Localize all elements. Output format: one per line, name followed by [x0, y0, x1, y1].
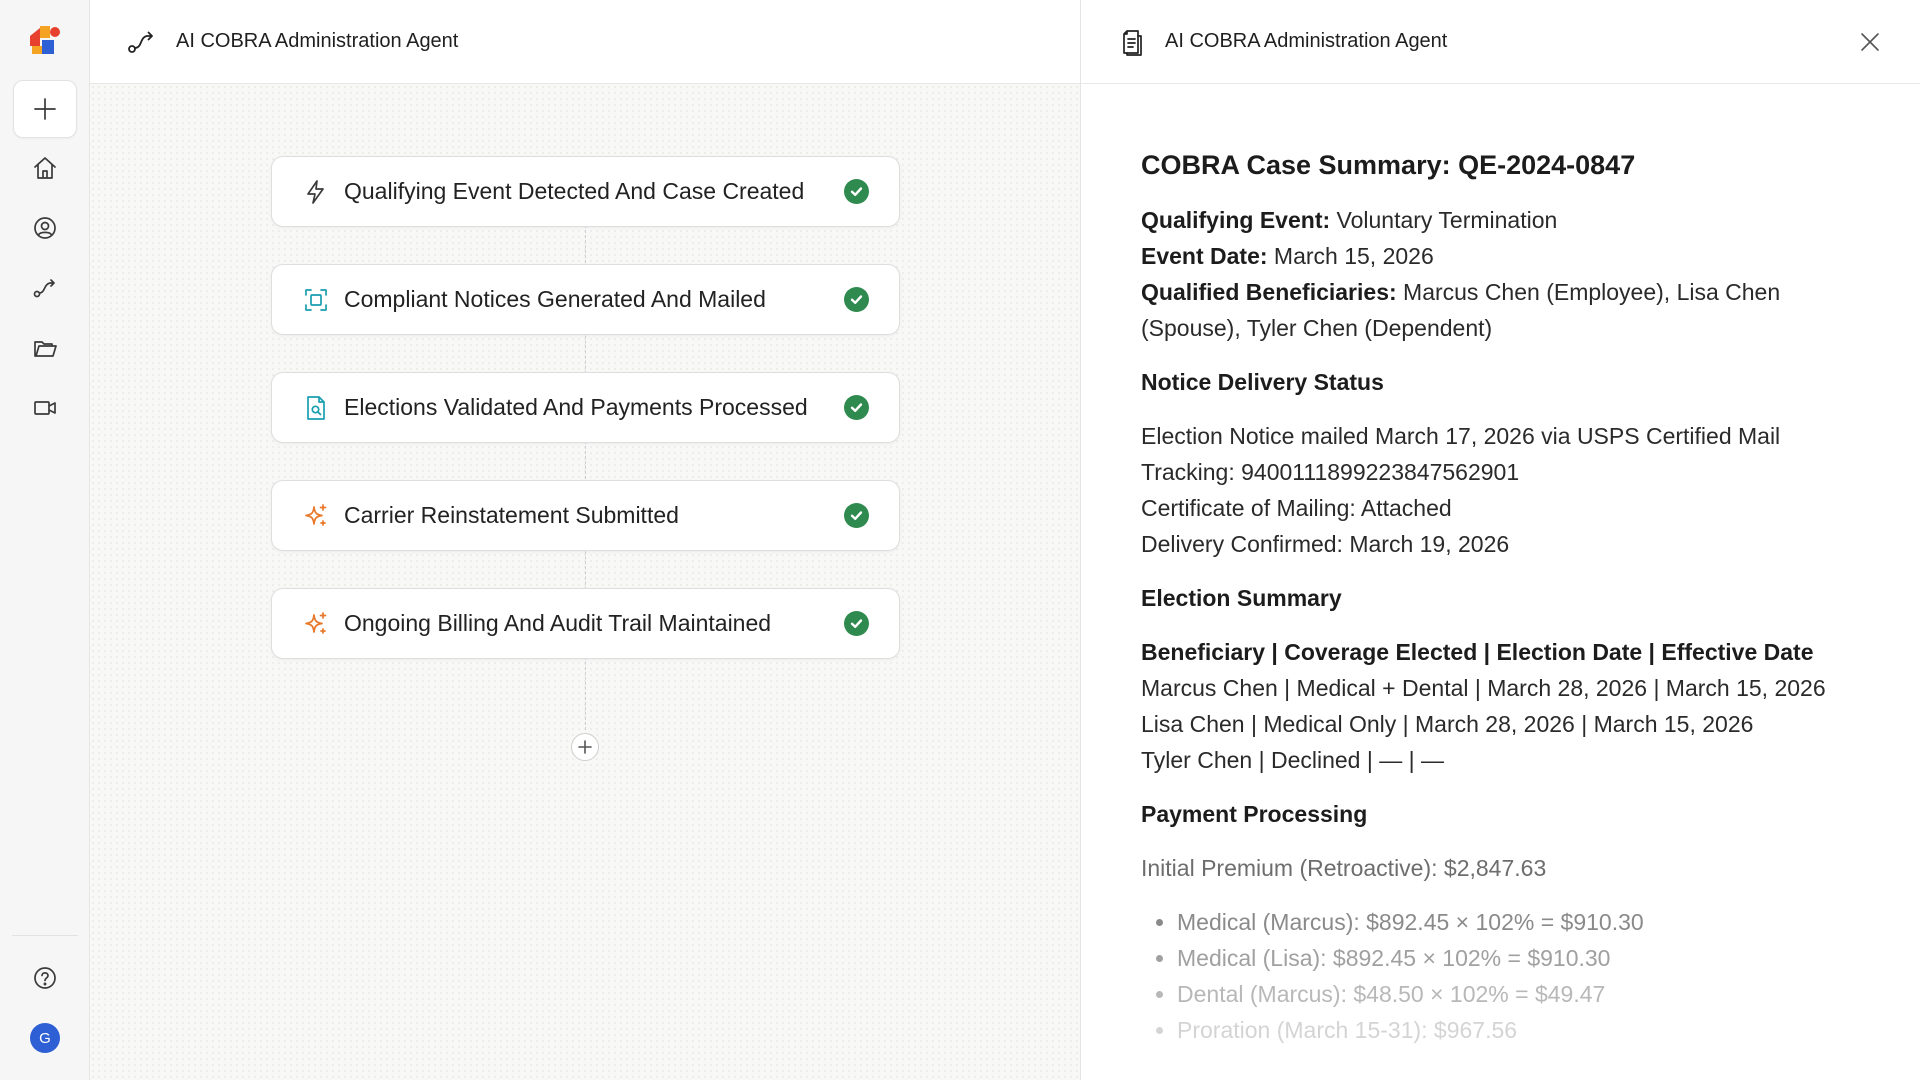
field-value: Marcus Chen (Employee), Lisa Chen (Spouse), Tyler Chen (Dependent)	[1141, 279, 1781, 341]
election-summary-heading: Election Summary	[1141, 585, 1342, 611]
election-row: Marcus Chen | Medical + Dental | March 28, 2026 | March 15, 2026	[1141, 675, 1826, 701]
close-button[interactable]	[1857, 29, 1883, 55]
field-value: March 15, 2026	[1267, 243, 1434, 269]
field-label: Qualified Beneficiaries:	[1141, 279, 1397, 305]
sparkle-icon	[302, 502, 330, 530]
plus-icon	[32, 96, 58, 122]
close-icon	[1857, 29, 1883, 55]
workflow-step-5[interactable]	[271, 588, 900, 659]
list-item: • Medical (Marcus): $892.45 × 102% = $910.30	[1177, 904, 1881, 940]
field-value: Voluntary Termination	[1330, 207, 1558, 233]
field-label: Event Date:	[1141, 243, 1268, 269]
check-circle-icon	[844, 611, 869, 636]
list-item: • Medical (Lisa): $892.45 × 102% = $910.30	[1177, 940, 1881, 976]
app-logo[interactable]	[28, 24, 62, 56]
beneficiaries-line	[1141, 274, 1881, 346]
help-icon	[32, 965, 58, 991]
step-label: Qualifying Event Detected And Case Created	[344, 178, 805, 204]
video-icon	[32, 395, 58, 421]
notice-line: Certificate of Mailing: Attached	[1141, 495, 1452, 521]
add-step-button[interactable]	[571, 733, 599, 761]
document-icon	[1119, 28, 1145, 56]
sidebar-item-video[interactable]	[22, 385, 68, 431]
check-circle-icon	[844, 179, 869, 204]
case-summary-document	[1141, 145, 1881, 1048]
sidebar-item-home[interactable]	[22, 145, 68, 191]
document-search-icon	[302, 394, 330, 422]
workflow-canvas	[90, 0, 1080, 1080]
sidebar-divider	[12, 935, 78, 936]
user-circle-icon	[32, 215, 58, 241]
notice-line: Delivery Confirmed: March 19, 2026	[1141, 531, 1510, 557]
help-button[interactable]	[22, 955, 68, 1001]
notice-delivery-heading: Notice Delivery Status	[1141, 369, 1384, 395]
election-row: Lisa Chen | Medical Only | March 28, 2026 | March 15, 2026	[1141, 711, 1754, 737]
route-icon	[126, 27, 156, 57]
sparkle-icon	[302, 610, 330, 638]
canvas-header	[90, 0, 1080, 84]
home-icon	[32, 155, 58, 181]
election-table-header	[1141, 634, 1881, 670]
lightning-icon	[302, 178, 330, 206]
folder-icon	[32, 335, 58, 361]
step-label: Carrier Reinstatement Submitted	[344, 502, 679, 528]
list-item: • Dental (Marcus): $48.50 × 102% = $49.47	[1177, 976, 1881, 1012]
case-summary-heading: COBRA Case Summary: QE-2024-0847	[1141, 150, 1636, 180]
workflow-step-1[interactable]	[271, 156, 900, 227]
table-header: Beneficiary | Coverage Elected | Election Date | Effective Date	[1141, 639, 1814, 665]
workflow-step-2[interactable]	[271, 264, 900, 335]
sidebar-item-workflows[interactable]	[22, 265, 68, 311]
payment-items-list	[1177, 904, 1881, 1048]
check-circle-icon	[844, 287, 869, 312]
notice-line: Tracking: 9400111899223847562901	[1141, 459, 1520, 485]
route-icon	[32, 275, 58, 301]
step-label: Elections Validated And Payments Processed	[344, 394, 808, 420]
list-item: • Proration (March 15-31): $967.56	[1177, 1012, 1881, 1048]
case-summary-panel	[1080, 0, 1920, 1080]
election-row: Tyler Chen | Declined | — | —	[1141, 747, 1444, 773]
sidebar	[0, 0, 90, 1080]
step-label: Compliant Notices Generated And Mailed	[344, 286, 766, 312]
step-label: Ongoing Billing And Audit Trail Maintained	[344, 610, 772, 636]
payment-intro: Initial Premium (Retroactive): $2,847.63	[1141, 855, 1547, 881]
check-circle-icon	[844, 503, 869, 528]
notice-line: Election Notice mailed March 17, 2026 via USPS Certified Mail	[1141, 423, 1781, 449]
qualifying-event-line	[1141, 202, 1881, 238]
sidebar-item-files[interactable]	[22, 325, 68, 371]
new-button[interactable]	[13, 80, 77, 138]
panel-header	[1081, 0, 1920, 84]
payment-processing-heading: Payment Processing	[1141, 801, 1368, 827]
plus-icon	[577, 739, 593, 755]
workflow-title: AI COBRA Administration Agent	[176, 30, 459, 52]
workflow-step-3[interactable]	[271, 372, 900, 443]
panel-title: AI COBRA Administration Agent	[1165, 30, 1448, 52]
workflow-step-4[interactable]	[271, 480, 900, 551]
sidebar-item-profile[interactable]	[22, 205, 68, 251]
event-date-line	[1141, 238, 1881, 274]
field-label: Qualifying Event:	[1141, 207, 1331, 233]
scan-frame-icon	[302, 286, 330, 314]
check-circle-icon	[844, 395, 869, 420]
avatar[interactable]: G	[30, 1023, 60, 1053]
